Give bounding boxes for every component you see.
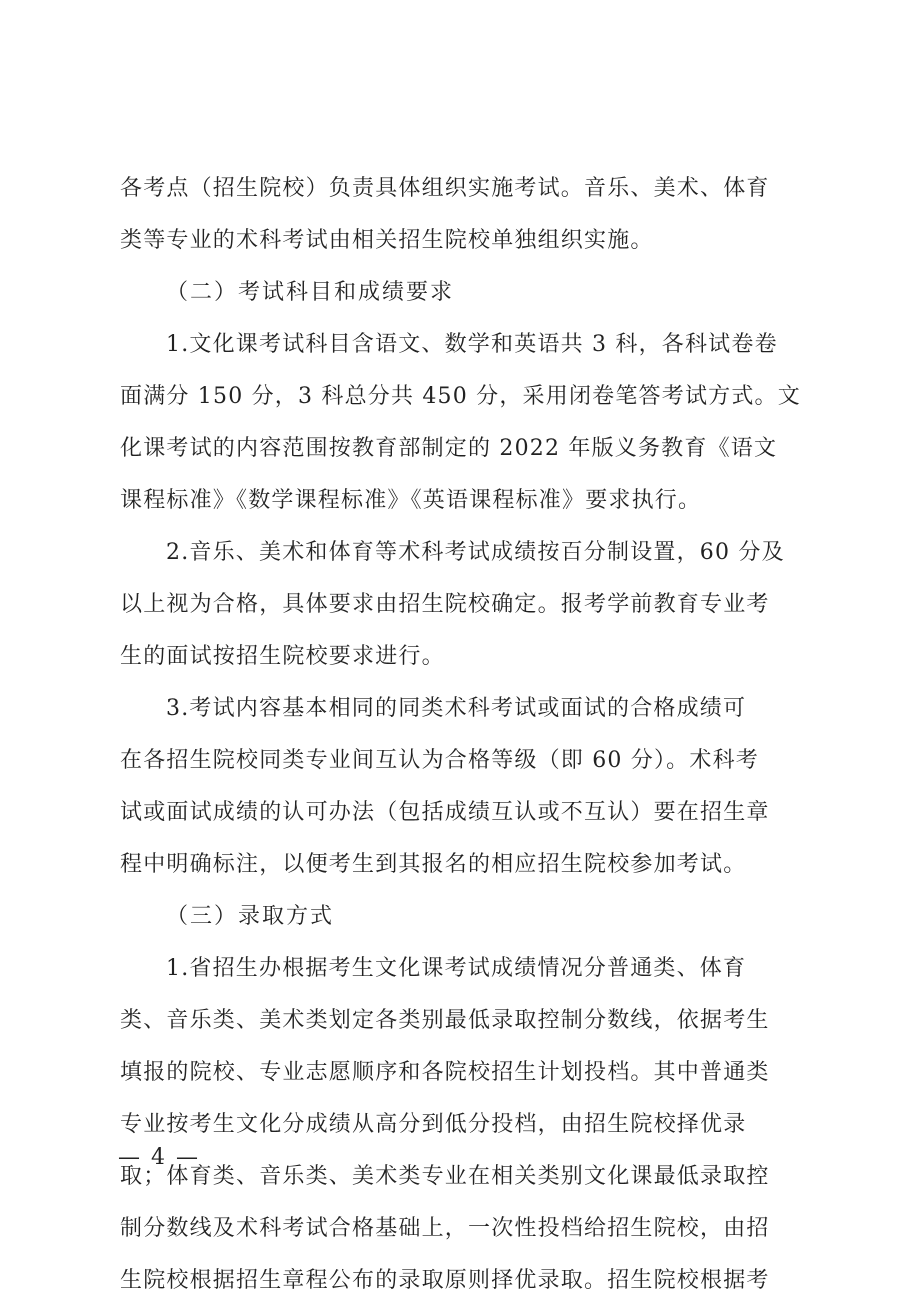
text-line: 各考点（招生院校）负责具体组织实施考试。音乐、美术、体育 [120, 176, 770, 201]
text-line: 在各招生院校同类专业间互认为合格等级（即 60 分）。术科考 [120, 748, 759, 773]
text-line: 以上视为合格，具体要求由招生院校确定。报考学前教育专业考 [120, 592, 770, 617]
text-line: 试或面试成绩的认可办法（包括成绩互认或不互认）要在招生章 [120, 800, 770, 825]
document-body [120, 163, 800, 1307]
text-line: 填报的院校、专业志愿顺序和各院校招生计划投档。其中普通类 [120, 1060, 770, 1085]
text-line: 课程标准》《数学课程标准》《英语课程标准》要求执行。 [120, 488, 702, 513]
text-line: 取；体育类、音乐类、美术类专业在相关类别文化课最低录取控 [120, 1164, 770, 1189]
text-line: 类、音乐类、美术类划定各类别最低录取控制分数线，依据考生 [120, 1008, 770, 1033]
text-line: 3.考试内容基本相同的同类术科考试或面试的合格成绩可 [166, 696, 747, 721]
text-line: 1.省招生办根据考生文化课考试成绩情况分普通类、体育 [166, 956, 747, 981]
page-number: — 4 — [118, 1145, 200, 1170]
text-line: 制分数线及术科考试合格基础上，一次性投档给招生院校，由招 [120, 1216, 770, 1241]
text-line: 1.文化课考试科目含语文、数学和英语共 3 科，各科试卷卷 [166, 332, 778, 357]
text-line: 生的面试按招生院校要求进行。 [120, 644, 445, 669]
text-line: 生院校根据招生章程公布的录取原则择优录取。招生院校根据考 [120, 1268, 770, 1293]
text-line: 面满分 150 分，3 科总分共 450 分，采用闭卷笔答考试方式。文 [120, 384, 801, 409]
text-line: 化课考试的内容范围按教育部制定的 2022 年版义务教育《语文 [120, 436, 778, 461]
section-heading: （三）录取方式 [166, 904, 335, 929]
text-line: 程中明确标注，以便考生到其报名的相应招生院校参加考试。 [120, 852, 747, 877]
text-line: 2.音乐、美术和体育等术科考试成绩按百分制设置，60 分及 [166, 540, 785, 565]
text-line: 专业按考生文化分成绩从高分到低分投档，由招生院校择优录 [120, 1112, 747, 1137]
section-heading: （二）考试科目和成绩要求 [166, 280, 455, 305]
text-line: 类等专业的术科考试由相关招生院校单独组织实施。 [120, 228, 654, 253]
